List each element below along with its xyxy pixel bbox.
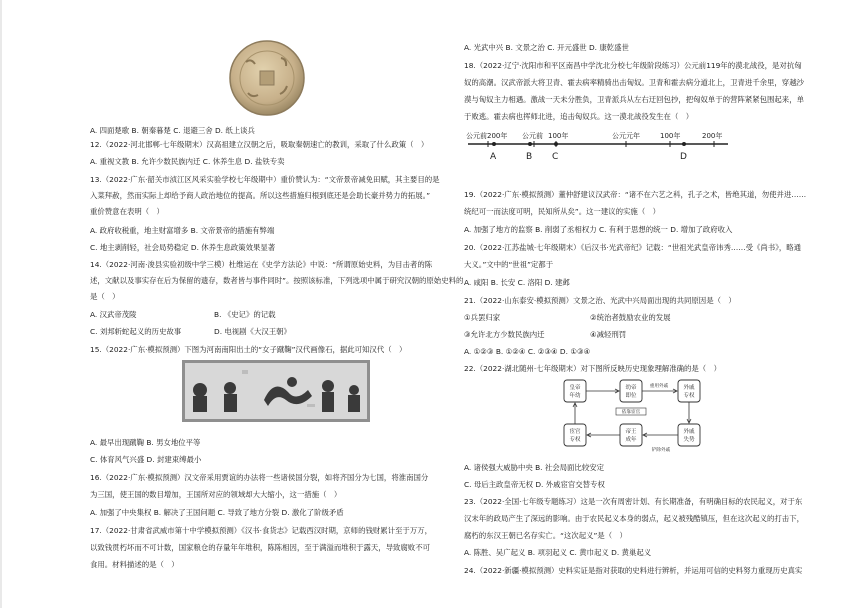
q22-stem: 22.（2022·湖北随州·七年级期末）对下图所反映历史现象理解准确的是（ ） (464, 364, 721, 373)
stone-relief-image (182, 360, 370, 422)
q18-stem-line3: 漠与匈奴主力相遇。激战一天未分胜负，卫青派兵从左右迂回包抄，把匈奴单于的营阵紧紧包围起来，单 (464, 95, 804, 104)
node-emperor-young-l1: 皇帝 (569, 385, 581, 391)
q12-options: A. 重视文教 B. 允许少数民族内迁 C. 休养生息 D. 盐铁专卖 (90, 157, 285, 166)
node-emperor-adult-l1: 帝王 (625, 429, 637, 435)
timeline-label-bc: 公元前 (522, 132, 543, 140)
q21-choice-4: ④减轻刑罚 (590, 330, 627, 339)
q14-stem-line2: 述，文献以及事实存在后为保留的遗存，数者皆与事件同时”。按照该标准，下列选项中属于研究汉朝的原始史料的 (90, 276, 464, 285)
q14-option-b: B. 《史记》的记载 (214, 310, 276, 319)
q13-stem-line1: 13.（2022·广东·韶关市浈江区风采实验学校七年级期中）重价赞认为：“文帝景帝减免田赋，其主要目的是 (90, 175, 440, 184)
timeline-label-ad1: 公元元年 (612, 132, 640, 140)
q21-choice-2: ②统治者鼓励农业的发展 (590, 313, 671, 322)
q17-stem-line3: 食用。材料描述的是（ ） (90, 560, 179, 569)
q14-stem-line1: 14.（2022·河南·浚县实验初级中学三模）杜维运在《史学方法论》中说：“所谓原始史料，为目击者的陈 (90, 260, 433, 269)
node-child-enthroned-l1: 幼帝 (625, 385, 637, 391)
timeline-point-c: C (552, 152, 559, 162)
timeline-label-200ad: 200年 (702, 132, 723, 140)
q14-option-c: C. 刘邦斩蛇起义的历史故事 (90, 327, 182, 336)
timeline-label-100bc: 100年 (548, 132, 569, 140)
q11-options: A. 四面楚歌 B. 朝秦暮楚 C. 退避三舍 D. 纸上谈兵 (90, 126, 255, 135)
node-child-enthroned-l2: 即位 (625, 393, 637, 399)
q16-options: A. 加强了中央集权 B. 解决了王国问题 C. 导致了地方分裂 D. 激化了阶级矛盾 (90, 508, 344, 517)
timeline-point-d: D (680, 152, 687, 162)
timeline-label-200bc: 公元前200年 (466, 132, 508, 140)
node-eunuch-power-l2: 专权 (569, 437, 581, 443)
label-rely-consort: 重用外戚 (649, 384, 669, 389)
q23-options: A. 陈胜、吴广起义 B. 项羽起义 C. 黄巾起义 D. 黄巢起义 (464, 548, 652, 557)
q23-stem-line2: 汉末年的政局产生了深远的影响。由于农民起义本身的弱点，起义被残酷镇压，但在这次起义的打击下， (464, 514, 804, 523)
q16-stem-line2: 为三国，使王国的数目增加，王国所对应的领域却大大缩小，这一措施（ ） (90, 490, 342, 499)
label-remove-consort: 铲除外戚 (651, 448, 671, 453)
q17-stem-line2: 以致钱贯朽坏而不可计数，国家粮仓的存量年年堆积，陈陈相因，至于满溢而堆积于露天，导致腐败不可 (90, 543, 430, 552)
q24-stem-line1: 24.（2022·新疆·模拟预测）史料实证是指对获取的史料进行辨析，并运用可信的史料努力重现历史真实 (464, 566, 803, 575)
q19-stem-line2: 统纪可一而法度可明，民知所从矣”。这一建议的实施（ ） (464, 207, 660, 216)
q18-stem-line4: 于败逃。霍去病也挥师北进，追击匈奴兵。这一漠北战役发生在（ ） (464, 112, 694, 121)
q15-stem: 15.（2022·广东·模拟预测）下图为河南南阳出土的“女子蹴鞠”汉代画像石，据此可知汉代（ ） (90, 345, 407, 354)
node-consort-fall-l1: 外戚 (683, 429, 695, 435)
q20-stem-line2: 大义。”文中的“世祖”定都于 (464, 260, 554, 269)
q14-stem-line3: 是（ ） (90, 292, 120, 301)
q15-options-1: A. 最早出现蹴鞠 B. 男女地位平等 (90, 438, 201, 447)
timeline-figure (464, 128, 734, 164)
timeline-point-b: B (526, 152, 533, 162)
q14-option-a: A. 汉武帝茂陵 (90, 310, 137, 319)
q17-stem-line1: 17.（2022·甘肃省武威市第十中学模拟预测）《汉书·食货志》记载西汉时期，京师的钱财累计至于万万， (90, 526, 432, 535)
coin-image (226, 38, 308, 118)
node-eunuch-power-l1: 宦官 (569, 429, 581, 435)
node-emperor-young-l2: 年幼 (569, 393, 581, 399)
q19-options: A. 加强了地方的监察 B. 削弱了丞相权力 C. 有利于思想的统一 D. 增加了政府收入 (464, 225, 733, 234)
politics-cycle-diagram (558, 376, 718, 454)
q12-stem: 12.（2022·河北邯郸·七年级期末）汉高祖建立汉朝之后，吸取秦朝速亡的教训，采取了什么政策（ ） (90, 140, 429, 149)
q13-options-2: C. 地主剥削轻，社会局势稳定 D. 休养生息政策效果显著 (90, 243, 276, 252)
label-rely-eunuch: 依靠宦官 (621, 410, 641, 415)
right-column (430, 0, 860, 608)
q21-choice-1: ①兵罢归家 (464, 313, 501, 322)
q13-stem-line2: 入菜拜赦，然而实际上却给予商人政治地位的提高。所以这些措施归根到底还是会助长豪并势力的拓展。” (90, 191, 431, 200)
node-consort-power-l2: 专权 (683, 393, 695, 399)
q17-options: A. 光武中兴 B. 文景之治 C. 开元盛世 D. 康乾盛世 (464, 43, 629, 52)
q19-stem-line1: 19.（2022·广东·模拟预测）董仲舒建议汉武帝：“诸不在六艺之科，孔子之术，皆绝其道，勿使并进…… (464, 190, 807, 199)
q16-stem-line1: 16.（2022·广东·模拟预测）汉文帝采用贾谊的办法将一些诸侯国分裂，如将齐国分为七国，将淮南国分 (90, 473, 429, 482)
q20-stem-line1: 20.（2022·江苏盐城·七年级期末）《后汉书·光武帝纪》记载：“世祖光武皇帝讳秀……受《尚书》，略通 (464, 243, 802, 252)
q21-options: A. ①②③ B. ①②④ C. ②③④ D. ①③④ (464, 347, 591, 356)
node-consort-power-l1: 外戚 (683, 385, 695, 391)
q18-stem-line1: 18.（2022·辽宁·沈阳市和平区南昌中学沈北分校七年级阶段练习）公元前119年的漠北战役，是对抗匈 (464, 61, 802, 70)
q21-choice-3: ③允许北方少数民族内迁 (464, 330, 545, 339)
q13-options-1: A. 政府收税重，地主财富增多 B. 文帝景帝的措施有弊端 (90, 226, 275, 235)
q13-stem-line3: 重价赞意在表明（ ） (90, 207, 164, 216)
timeline-point-a: A (490, 152, 497, 162)
q21-stem: 21.（2022·山东泰安·模拟预测）文景之治、光武中兴局面出现的共同原因是（ ） (464, 296, 736, 305)
q15-options-2: C. 体育风气兴盛 D. 封建束缚最小 (90, 455, 202, 464)
timeline-label-100ad: 100年 (660, 132, 681, 140)
node-emperor-adult-l2: 成年 (625, 437, 637, 443)
q14-option-d: D. 电视剧《大汉王朝》 (214, 327, 291, 336)
q22-options-1: A. 诸侯强大威胁中央 B. 社会局面比较安定 (464, 463, 604, 472)
q22-options-2: C. 母后主政皇帝无权 D. 外戚宦官交替专权 (464, 480, 605, 489)
node-consort-fall-l2: 失势 (683, 437, 695, 443)
q23-stem-line1: 23.（2022·全国·七年级专题练习）这是一次有周密计划、有长期准备，有明确目标的农民起义，对于东 (464, 497, 803, 506)
q18-stem-line2: 奴的高潮。汉武帝派大将卫青、霍去病率精骑出击匈奴。卫青和霍去病分道北上，卫青进千余里，穿越沙 (464, 78, 804, 87)
q20-options: A. 咸阳 B. 长安 C. 洛阳 D. 建邺 (464, 278, 570, 287)
q23-stem-line3: 腐朽的东汉王朝已名存实亡。“这次起义”是（ ） (464, 531, 627, 540)
